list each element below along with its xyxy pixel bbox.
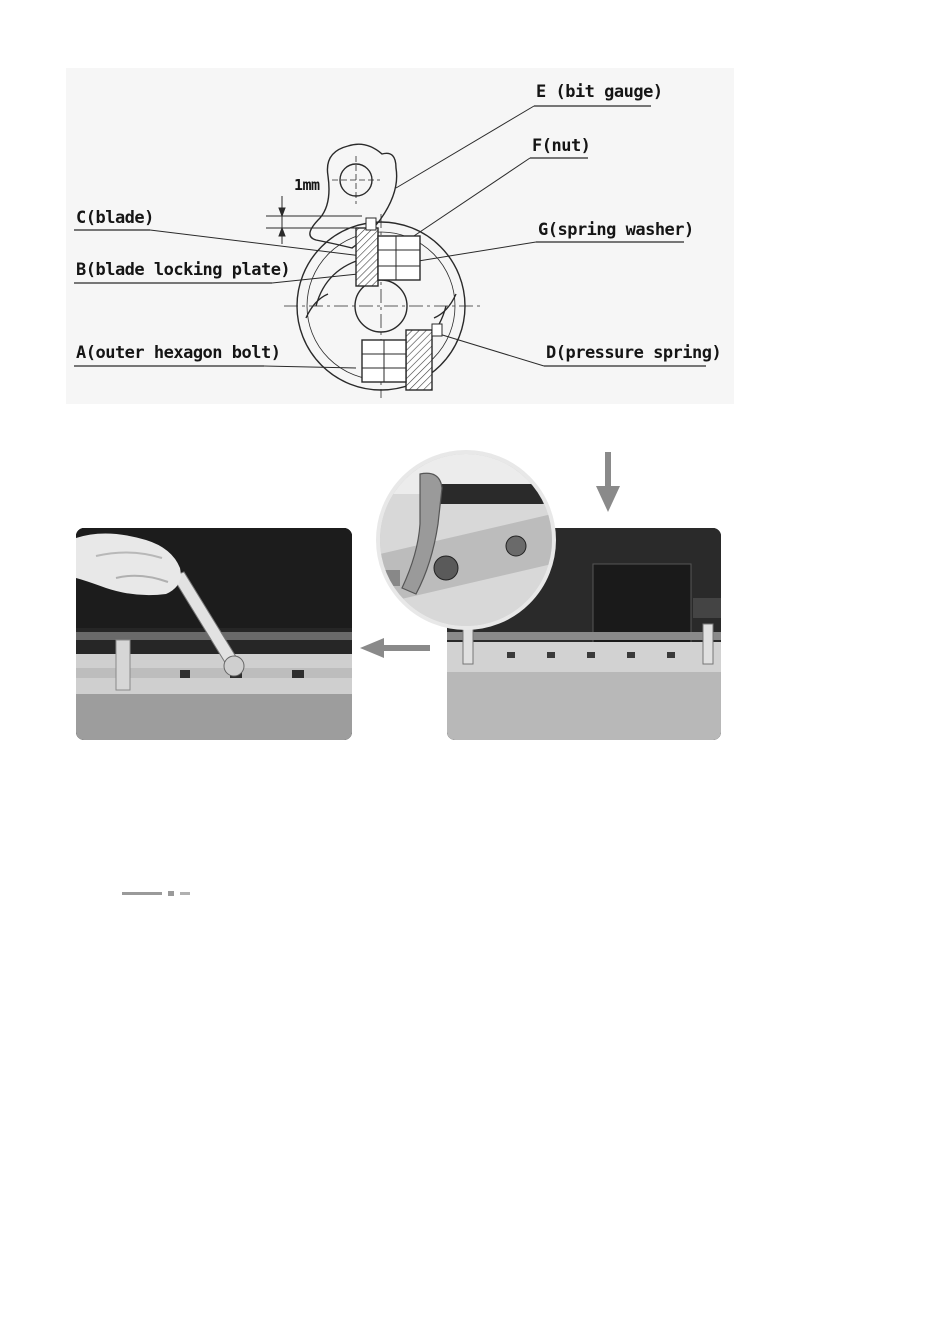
label-pressure-spring: D(pressure spring): [546, 343, 722, 363]
arrow-left-icon: [360, 638, 432, 658]
cutter-head-diagram: [66, 68, 734, 404]
label-nut: F(nut): [532, 136, 591, 156]
lower-bolt-assembly: [362, 324, 442, 390]
label-outer-hexagon-bolt: A(outer hexagon bolt): [76, 343, 281, 363]
leader-e: [396, 106, 534, 188]
leader-d: [426, 330, 544, 366]
label-blade-locking-plate: B(blade locking plate): [76, 260, 291, 280]
leader-g: [406, 242, 536, 263]
scan-artifact: [122, 888, 196, 902]
photo-wrench-adjustment: [76, 528, 352, 740]
label-1mm: 1mm: [294, 176, 320, 194]
arrow-down-icon: [596, 452, 620, 512]
label-blade: C(blade): [76, 208, 154, 228]
label-bit-gauge: E (bit gauge): [536, 82, 663, 102]
label-spring-washer: G(spring washer): [538, 220, 694, 240]
dimension-1mm: [266, 196, 362, 244]
leader-f: [396, 158, 530, 248]
leader-a: [264, 366, 356, 368]
upper-blade-assembly: [356, 218, 420, 286]
adjustment-photos: [0, 440, 933, 760]
zoom-detail-circle: [376, 450, 556, 630]
